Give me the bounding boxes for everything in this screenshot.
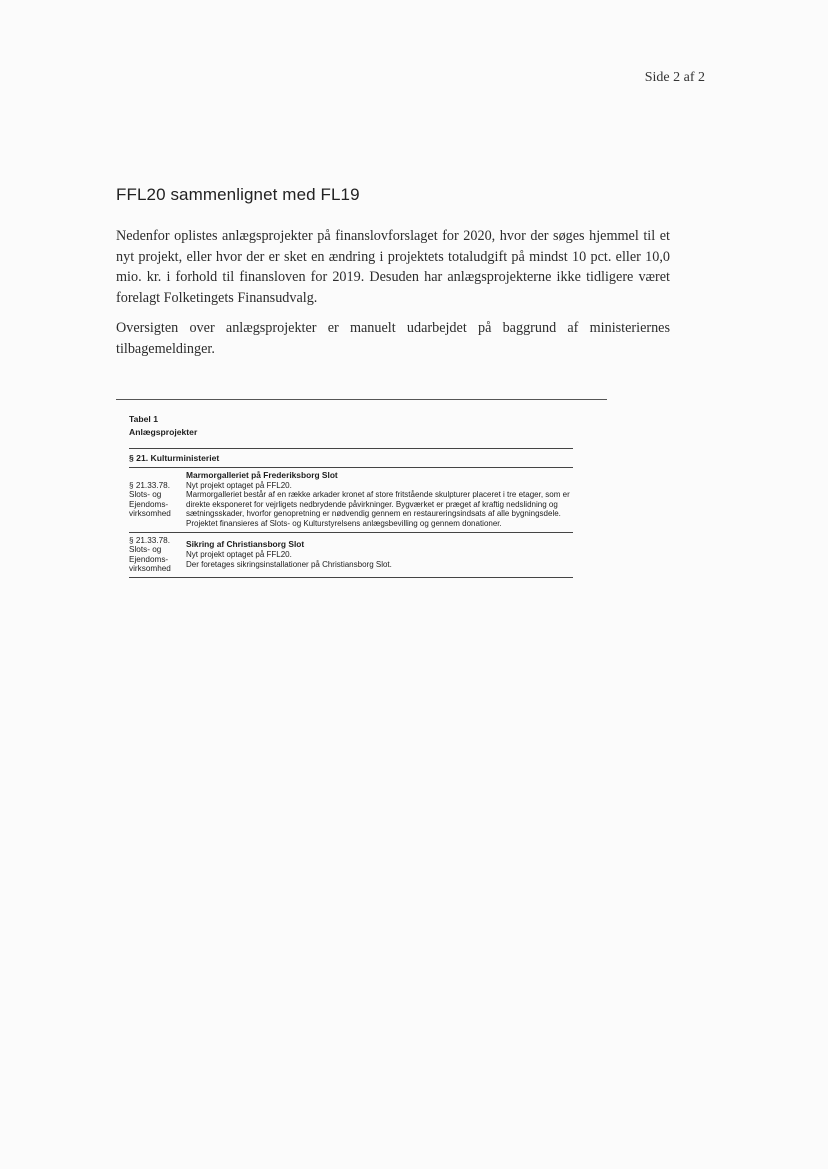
table-row — [129, 533, 573, 577]
ref-line: Slots- og — [129, 545, 162, 555]
project-title: Marmorgalleriet på Frederiksborg Slot — [186, 470, 338, 480]
ref-line: Slots- og — [129, 490, 162, 500]
ref-line: Ejendoms- — [129, 499, 169, 509]
ref-line: § 21.33.78. — [129, 480, 170, 490]
row-body — [186, 540, 573, 569]
divider-rule — [116, 399, 607, 400]
table-title: Anlægsprojekter — [129, 427, 198, 437]
section-heading: FFL20 sammenlignet med FL19 — [116, 185, 360, 204]
projects-table — [129, 413, 573, 578]
ref-line: Ejendoms- — [129, 554, 169, 564]
row-reference — [129, 481, 186, 519]
intro-paragraph: Nedenfor oplistes anlægsprojekter på finanslovforslaget for 2020, hvor der søges hjemmel til et nyt projekt, eller hvor der er sket en ændring i projektets totaludgift på mindst 10 pct. eller 10,0 mio. kr. i forhold til finansloven for 2019. Desuden har anlægsprojekterne ikke tidligere været forelagt Folketingets Finansudvalg. — [116, 228, 670, 306]
table-label: Tabel 1 — [129, 414, 158, 424]
row-body — [186, 471, 573, 529]
ref-line: virksomhed — [129, 564, 171, 574]
table-section-header: § 21. Kulturministeriet — [129, 453, 220, 463]
project-description: Marmorgalleriet består af en række arkader kronet af store fritstående skulpturer placeret i tre etager, som er direkte eksponeret for vejrligets nedbrydende påvirkninger. Bygværket er præget af kraftig nedslidning og sætningsskader, hvorfor genopretning er nødvendig gennem en restaureringsindsats af alle bygningsdele. Projektet finansieres af Slots- og Kulturstyrelsens anlægsbevilling og gennem donationer. — [186, 490, 570, 528]
ref-line: virksomhed — [129, 509, 171, 519]
page-number: Side 2 af 2 — [644, 70, 705, 85]
ref-line: § 21.33.78. — [129, 535, 170, 545]
row-reference — [129, 536, 186, 574]
table-row — [129, 468, 573, 532]
project-title: Sikring af Christiansborg Slot — [186, 539, 305, 550]
table-rule-bottom — [129, 577, 573, 578]
project-status: Nyt projekt optaget på FFL20. — [186, 549, 292, 559]
project-description: Der foretages sikringsinstallationer på Christiansborg Slot. — [186, 559, 392, 569]
method-paragraph: Oversigten over anlægsprojekter er manuelt udarbejdet på baggrund af ministeriernes tilbagemeldinger. — [116, 320, 670, 357]
project-status: Nyt projekt optaget på FFL20. — [186, 480, 292, 490]
